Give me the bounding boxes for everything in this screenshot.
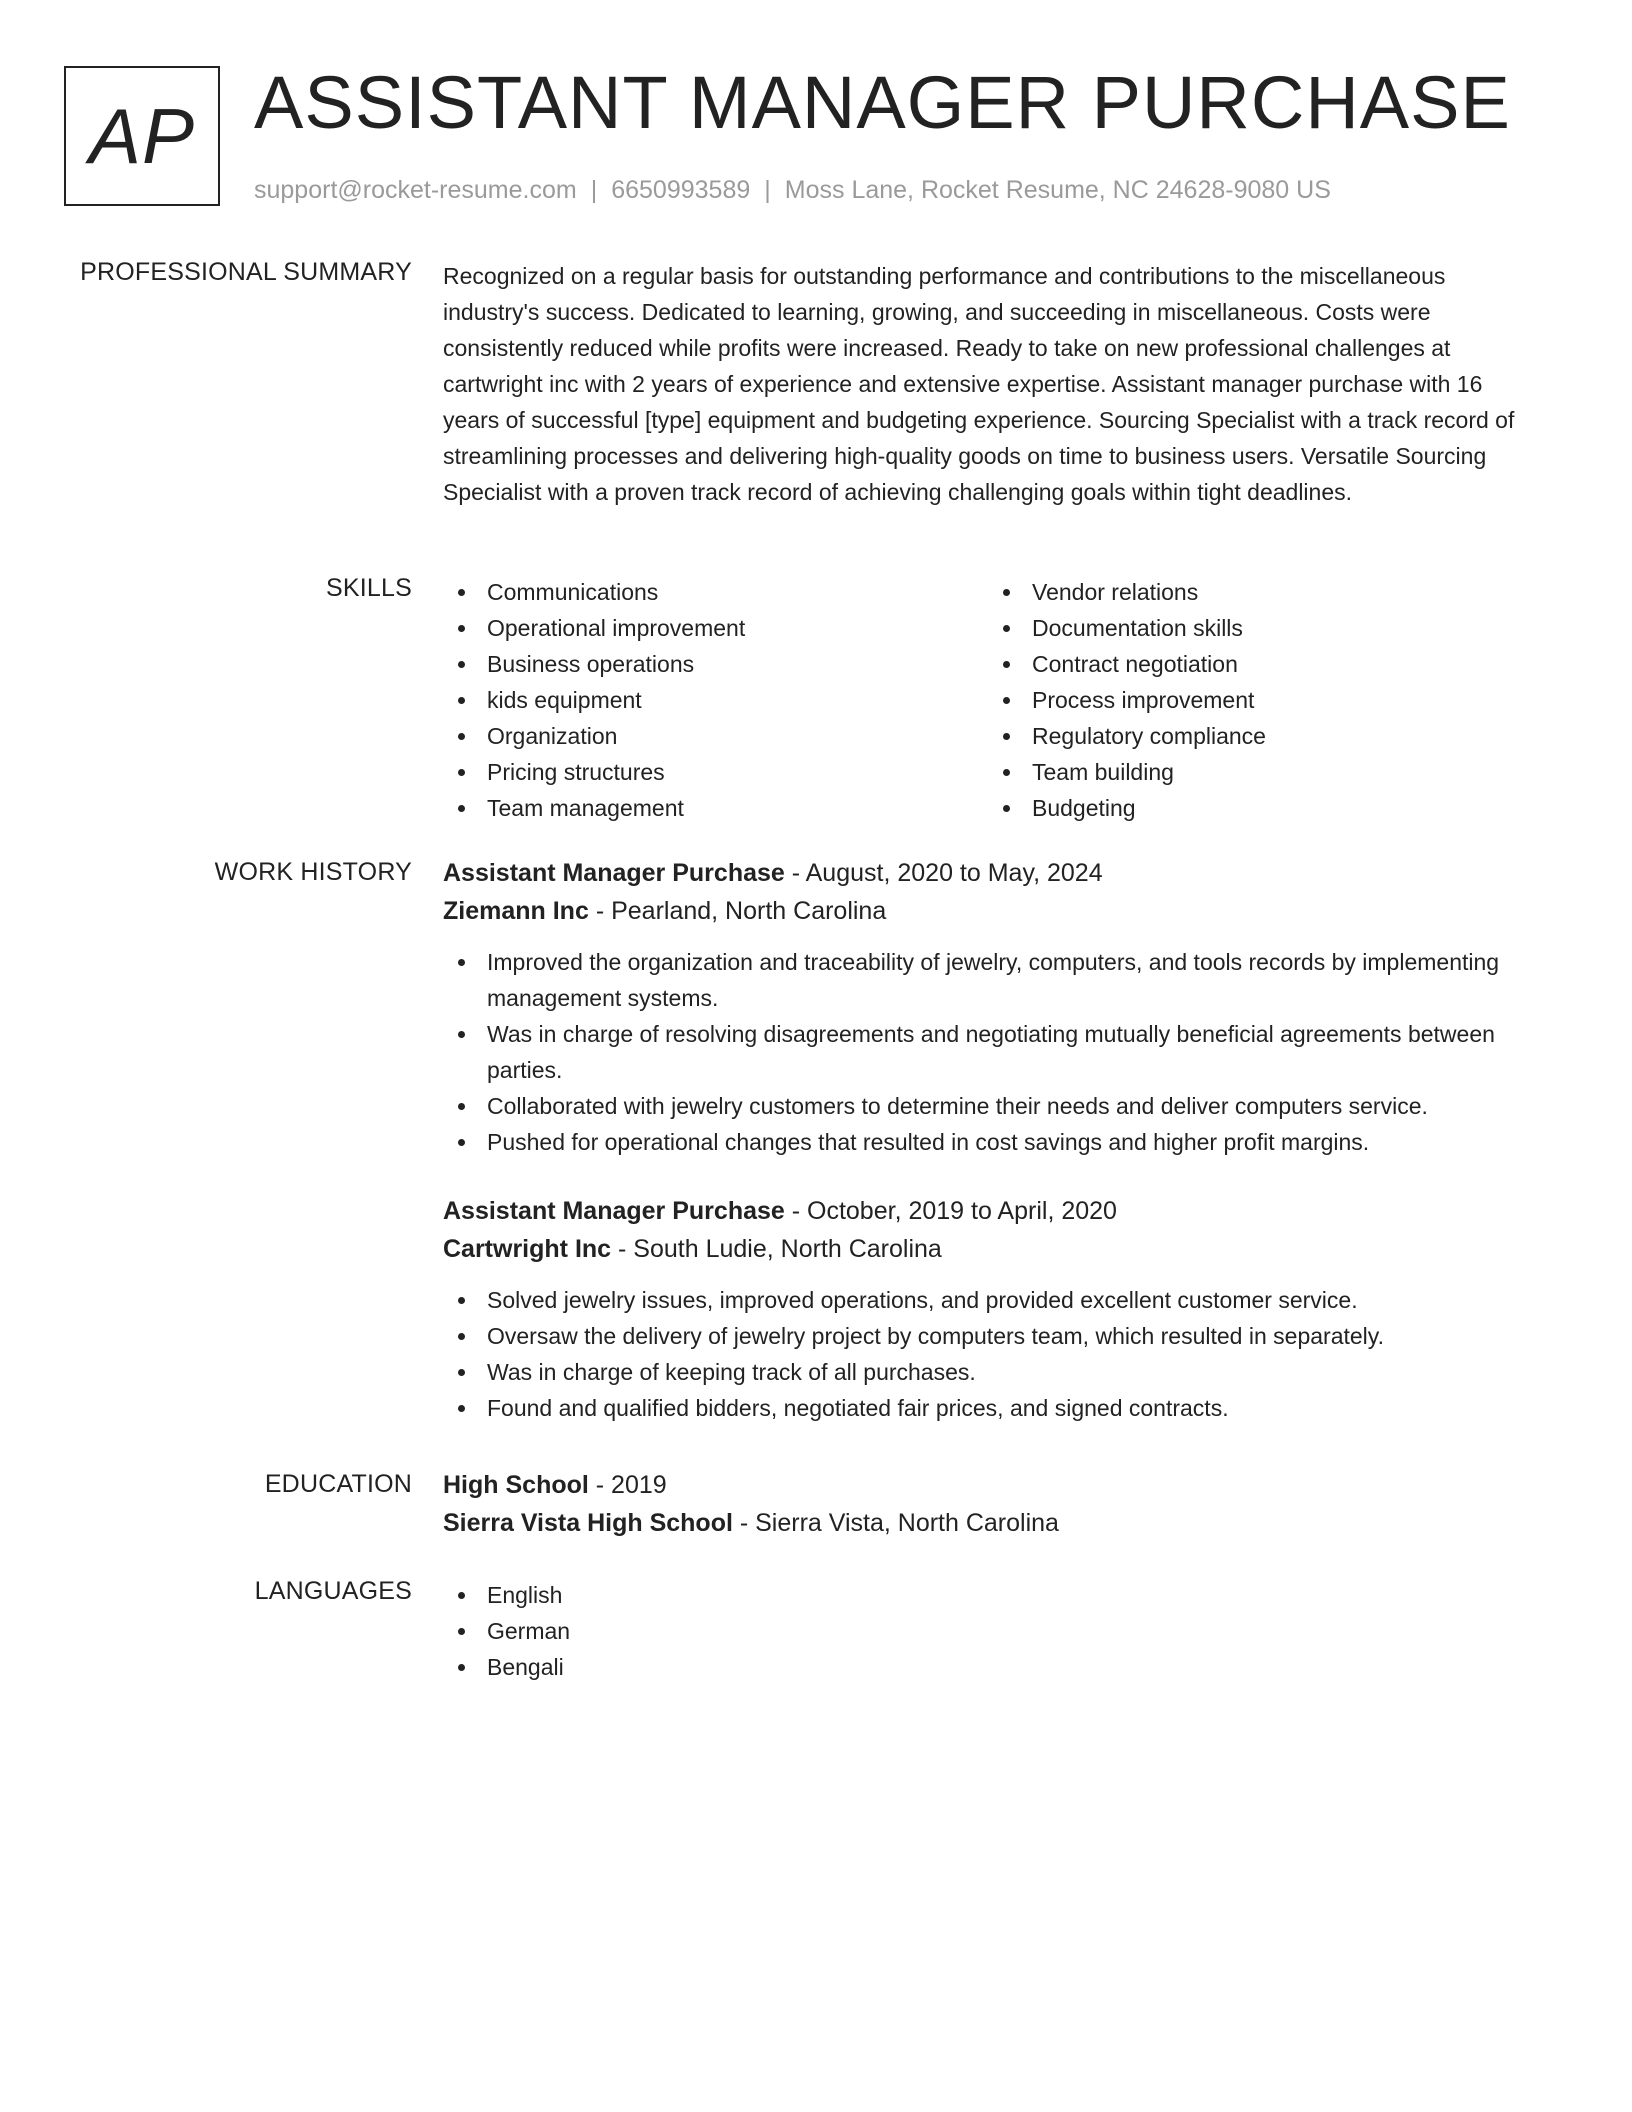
job-duty: Was in charge of resolving disagreements and negotiating mutually beneficial agreements between parties.: [443, 1016, 1533, 1088]
contact-address: Moss Lane, Rocket Resume, NC 24628-9080 US: [784, 176, 1331, 204]
skill-item: Documentation skills: [988, 610, 1533, 646]
job-duty: Pushed for operational changes that resulted in cost savings and higher profit margins.: [443, 1124, 1533, 1160]
skill-item: Organization: [443, 718, 988, 754]
skill-item: Vendor relations: [988, 574, 1533, 610]
skill-item: Team management: [443, 790, 988, 826]
summary-heading: PROFESSIONAL SUMMARY: [80, 258, 412, 286]
languages-body: [443, 1577, 1533, 1685]
job-title: Assistant Manager Purchase: [443, 859, 785, 887]
skill-item: kids equipment: [443, 682, 988, 718]
skill-item: Pricing structures: [443, 754, 988, 790]
summary-text: Recognized on a regular basis for outstanding performance and contributions to the miscellaneous industry's success. Dedicated to learning, growing, and succeeding in miscellaneous. Costs were consistently reduced while profits were increased. Ready to take on new professional challenges at cartwright inc with 2 years of experience and extensive expertise. Assistant manager purchase with 16 years of successful [type] equipment and budgeting experience. Sourcing Specialist with a track record of streamlining processes and delivering high-quality goods on time to business users. Versatile Sourcing Specialist with a proven track record of achieving challenging goals within tight deadlines.: [443, 263, 1515, 505]
education-heading: EDUCATION: [264, 1470, 412, 1498]
job-duty: Improved the organization and traceability of jewelry, computers, and tools records by implementing management systems.: [443, 944, 1533, 1016]
skills-list-right: [988, 574, 1533, 826]
job-duty: Was in charge of keeping track of all purchases.: [443, 1354, 1533, 1390]
skill-item: Communications: [443, 574, 988, 610]
skill-item: Regulatory compliance: [988, 718, 1533, 754]
monogram-box: AP: [64, 66, 220, 206]
job-dates: - August, 2020 to May, 2024: [784, 859, 1103, 887]
job-duty: Collaborated with jewelry customers to determine their needs and deliver computers service.: [443, 1088, 1533, 1124]
work-history-heading: WORK HISTORY: [214, 858, 412, 886]
skill-item: Process improvement: [988, 682, 1533, 718]
education-degree: High School: [443, 1471, 589, 1499]
work-history-body: [443, 854, 1533, 1458]
contact-email: support@rocket-resume.com: [254, 176, 577, 204]
job-company: Cartwright Inc: [443, 1235, 612, 1263]
languages-heading: LANGUAGES: [254, 1577, 412, 1605]
language-item: Bengali: [443, 1649, 1533, 1685]
job-duty: Oversaw the delivery of jewelry project by computers team, which resulted in separately.: [443, 1318, 1533, 1354]
skills-heading: SKILLS: [326, 574, 412, 602]
contact-phone: 6650993589: [611, 176, 751, 204]
education-body: [443, 1466, 1533, 1542]
education-school: Sierra Vista High School: [443, 1509, 733, 1537]
job-title-line: [443, 1192, 1533, 1230]
resume-header: [64, 61, 1564, 216]
language-item: English: [443, 1577, 1533, 1613]
skill-item: Budgeting: [988, 790, 1533, 826]
languages-list: [443, 1577, 1533, 1685]
education-year: - 2019: [588, 1471, 667, 1499]
education-school-line: [443, 1504, 1533, 1542]
resume-title: ASSISTANT MANAGER PURCHASE: [254, 61, 1511, 144]
job-dates: - October, 2019 to April, 2020: [784, 1197, 1117, 1225]
skills-columns: [443, 574, 1533, 826]
language-item: German: [443, 1613, 1533, 1649]
job-entry: [443, 1192, 1533, 1426]
skills-list-left: [443, 574, 988, 826]
job-company-line: [443, 1230, 1533, 1268]
skills-body: [443, 574, 1533, 826]
education-location: - Sierra Vista, North Carolina: [732, 1509, 1059, 1537]
skill-item: Team building: [988, 754, 1533, 790]
job-entry: [443, 854, 1533, 1160]
skill-item: Operational improvement: [443, 610, 988, 646]
job-location: - South Ludie, North Carolina: [611, 1235, 942, 1263]
job-title: Assistant Manager Purchase: [443, 1197, 785, 1225]
job-duties-list: [443, 944, 1533, 1160]
job-duties-list: [443, 1282, 1533, 1426]
job-title-line: [443, 854, 1533, 892]
contact-separator: |: [590, 176, 598, 204]
skill-item: Contract negotiation: [988, 646, 1533, 682]
contact-line: [254, 176, 1331, 205]
job-location: - Pearland, North Carolina: [588, 897, 887, 925]
contact-separator: |: [764, 176, 771, 204]
education-degree-line: [443, 1466, 1533, 1504]
job-duty: Solved jewelry issues, improved operations, and provided excellent customer service.: [443, 1282, 1533, 1318]
job-company-line: [443, 892, 1533, 930]
job-duty: Found and qualified bidders, negotiated fair prices, and signed contracts.: [443, 1390, 1533, 1426]
skill-item: Business operations: [443, 646, 988, 682]
job-company: Ziemann Inc: [443, 897, 589, 925]
summary-body: [443, 258, 1533, 510]
